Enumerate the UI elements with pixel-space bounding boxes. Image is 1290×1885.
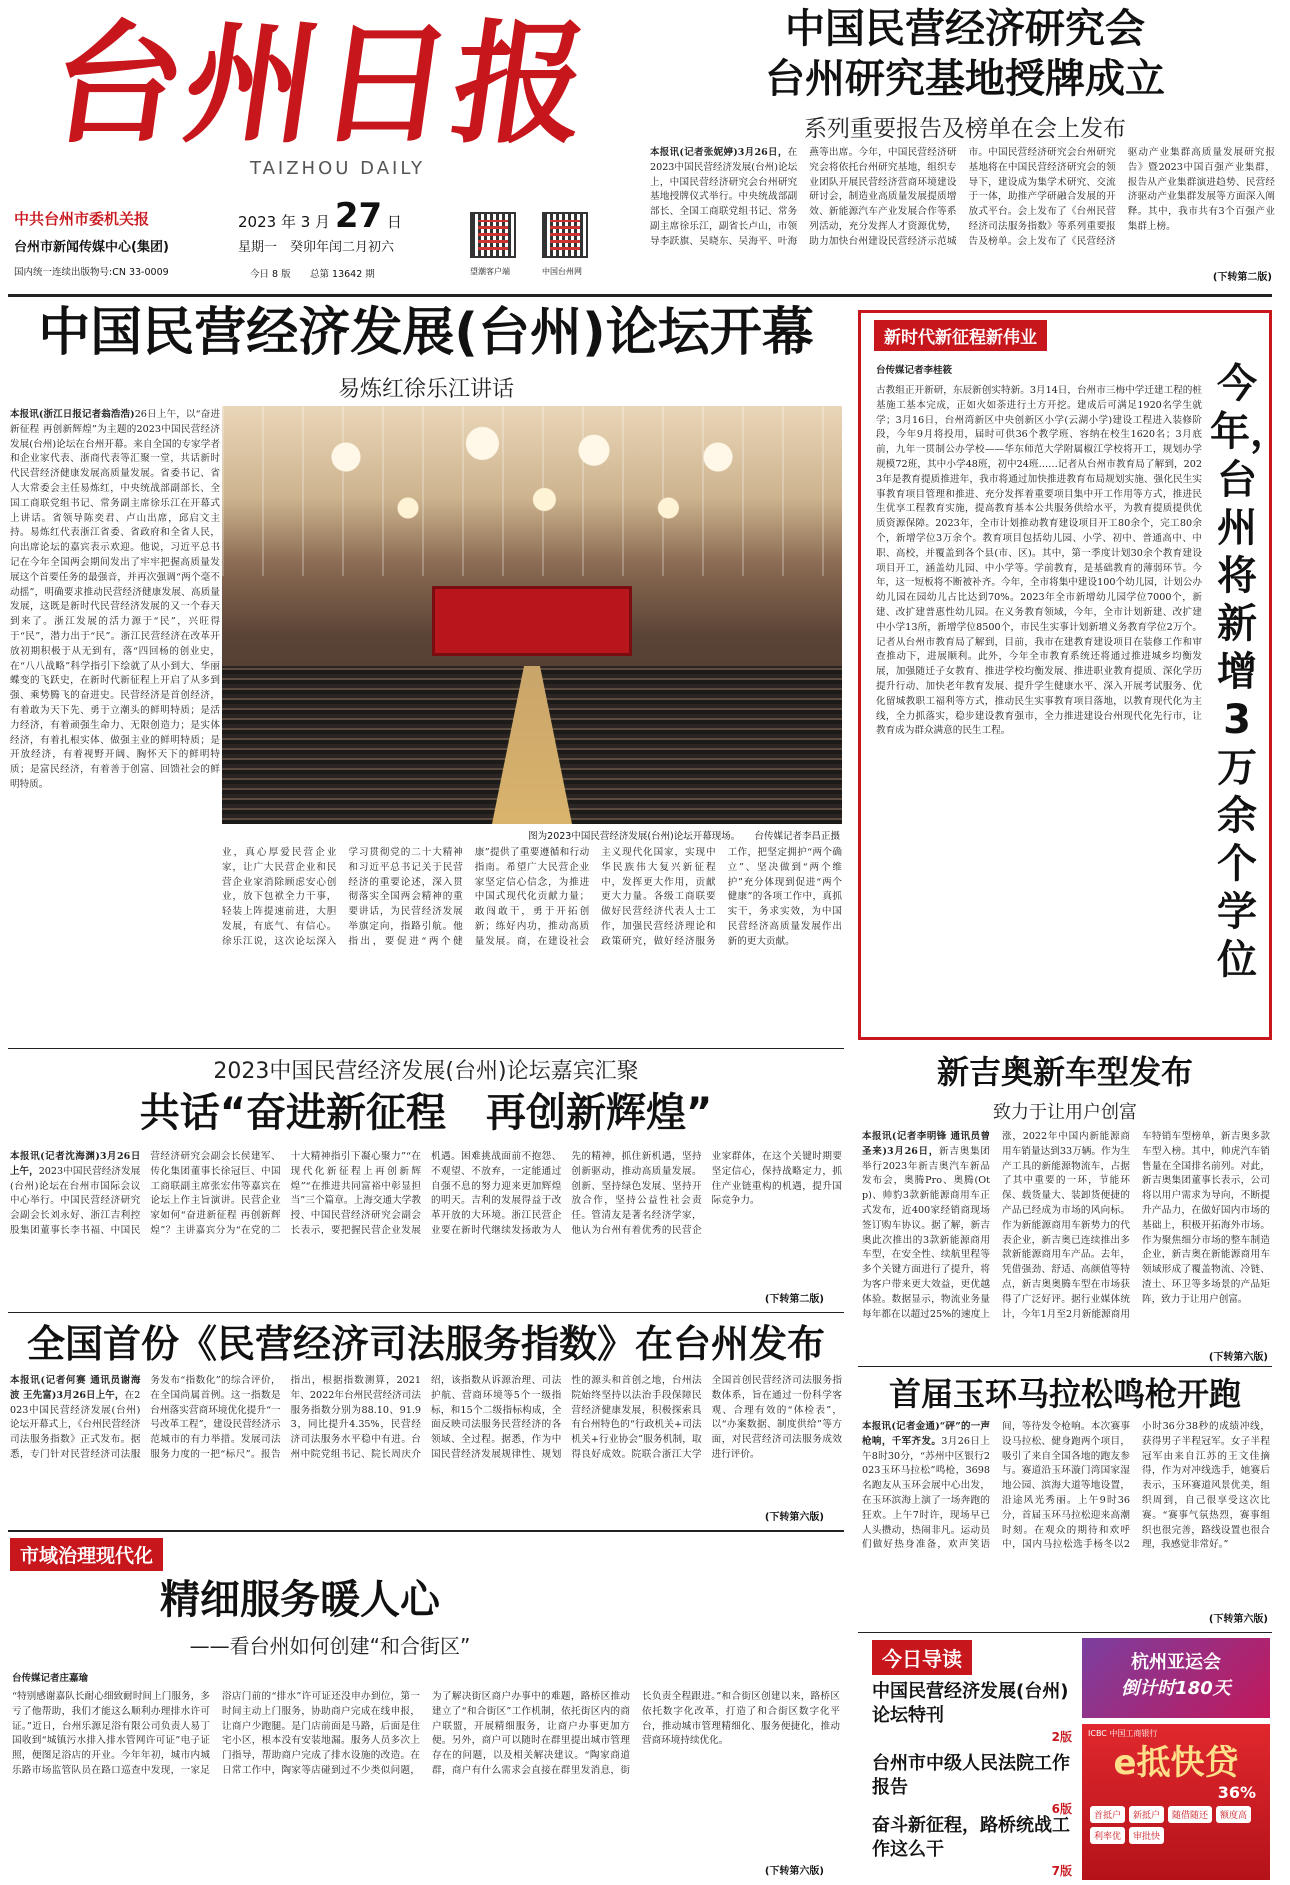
continued-link[interactable]: (下转第六版) (1208, 1614, 1268, 1625)
right-story-byline: 台传媒记者李桂筱 (876, 365, 953, 376)
photo-ceiling (222, 406, 842, 576)
body-text: 3月26日上午8时30分，“苏州中区银行2023玉环马拉松”鸣枪，3698名跑友从玉环会展中心出发，在玉环滨海上演了一场奔跑的狂欢。上午7时许，现场早已人头攒动，热闹非凡。运动员们做好热身准备，欢声笑语间，等待发令枪响。本次赛事设马拉松、健身跑两个项目，吸引了来自全国各地的跑友参与。赛道沿玉环漩门湾国家湿地公园、滨海大道等地设置，沿途风光秀丽。上午9时36分，首届玉环马拉松迎来高潮时刻。在观众的期待和欢呼中，国内马拉松选手杨冬以2小时36分38秒的成绩冲线，获得男子半程冠军。女子半程冠军由来自江苏的王文佳摘得，作为对冲线选手，她赛后表示，玉环赛道风景优美，组织周到，自己很享受这次比赛。“赛事气氛热烈，赛事组织也很完善，路线设置也很合理，我感觉非常好。” (862, 1421, 1270, 1551)
body-text: 在2023中国民营经济发展(台州)论坛上，中国民营经济研究会台州研究基地授牌仪式举行。中央统战部副部长、全国工商联党组书记、常务副主席徐乐江，副省长卢山，市领导李跃旗、吴晓东、吴海平、叶海燕等出席。今年，中国民营经济研究会将依托台州研究基地，组织专业团队开展民营经济营商环境建设研讨会，制造业高质量发展提质增效、新能源汽车产业发展合作等系列活动，充分发挥人才资源优势，助力加快台州建设民营经济示范城市。中国民营经济研究会台州研究基地将在中国民营经济研究会的领导下，建设成为集学术研究、交流于一体，助推产学研融合发展的开放式平台。会上发布了《台州民营经济司法服务指数》等系列重要报告及榜单。会上发布了《民营经济驱动产业集群高质量发展研究报告》暨2023中国百强产业集群，报告从产业集群演进趋势、民营经济驱动产业集群发展等方面深入阐释。其中，我市共有3个百强产业集群上榜。 (650, 147, 1275, 247)
guide-item[interactable] (872, 1814, 1072, 1880)
marathon-body (862, 1420, 1270, 1620)
ad-line1: 杭州亚运会 (1131, 1652, 1221, 1673)
date-suffix: 日 (386, 213, 402, 231)
lead-body-bottom: 业，真心厚爱民营企业家，让广大民营企业和民营企业家消除顾虑安心创业，放下包袱全力干事，轻装上阵提速前进，大胆发展，有底气、有信心。徐乐江说，这次论坛深入学习贯彻党的二十大精神和习近平总书记关于民营经济的重要论述，深入贯彻落实全国两会精神的重要讲话，为民营经济发展举旗定向，指路引航。他指出，要促进“两个健康”提供了重要遵循和行动指南。希望广大民营企业家坚定信心信念，为推进中国式现代化贡献力量；敢闯敢干，勇于开拓创新；练好内功，推动高质量发展。商，在建设社会主义现代化国家，实现中华民族伟大复兴新征程中，发挥更大作用，贡献更大力量。各级工商联要做好民营经济代表人士工作，加强民营经济理论和政策研究，做好经济服务工作，把坚定拥护“两个确立”、坚决做到“两个维护”充分体现到促进“两个健康”的各项工作中，真抓实干，务求实效，为中国民营经济高质量发展作出新的更大贡献。 (222, 847, 842, 947)
guide-item-title: 奋斗新征程，路桥统战工作这么干 (872, 1815, 1070, 1860)
divider (8, 1048, 844, 1049)
top-story-body (650, 146, 1275, 266)
top-story-subtitle: 系列重要报告及榜单在会上发布 (804, 116, 1126, 142)
lead-title[interactable]: 中国民营经济发展(台州)论坛开幕 (38, 303, 814, 363)
date-prefix: 2023 年 3 月 (238, 213, 331, 231)
index-body (10, 1374, 842, 1524)
guide-item-title: 台州市中级人民法院工作报告 (872, 1753, 1070, 1798)
geely-subtitle: 致力于让用户创富 (993, 1102, 1137, 1123)
masthead-logo: 台州日报 (41, 7, 599, 162)
photo-caption: 图为2023中国民营经济发展(台州)论坛开幕现场。 台传媒记者李昌正摄 (528, 831, 840, 842)
ad-button[interactable]: 首抵户 (1090, 1806, 1125, 1823)
ad-buttons (1082, 1802, 1270, 1848)
forum-title[interactable]: 共话“奋进新征程 再创新辉煌” (139, 1090, 713, 1136)
photo-stage (432, 586, 632, 656)
icbc-ad[interactable] (1082, 1724, 1270, 1880)
ad-brand: ICBC 中国工商银行 (1088, 1729, 1158, 1738)
continued-link[interactable]: (下转第六版) (764, 1866, 824, 1877)
byline: 本报讯(记者何赛 通讯员谢海波 王先富)3月26日上午， (10, 1375, 141, 1401)
ad-button[interactable]: 额度高 (1216, 1806, 1251, 1823)
ad-button[interactable]: 利率优 (1090, 1827, 1125, 1844)
issue-number: 总第 13642 期 (310, 269, 375, 280)
issue-date (238, 196, 402, 236)
ad-note: 36% (1217, 1783, 1256, 1802)
ad-button[interactable]: 新抵户 (1129, 1806, 1164, 1823)
governance-title[interactable]: 精细服务暖人心 (160, 1577, 440, 1623)
cn-number: 国内统一连续出版物号:CN 33-0009 (14, 267, 169, 278)
qr-code-icon[interactable] (470, 212, 516, 258)
geely-body (862, 1130, 1270, 1360)
right-story-tag: 新时代新征程新伟业 (874, 320, 1047, 351)
body-text: 2023中国民营经济发展(台州)论坛在台州市国际会议中心举行。中国民营经济研究会副会长刘永好、浙江吉利控股集团董事长李书福、中国民营经济研究会副会长侯建军、传化集团董事长徐冠巨、中国工商联副主席张宏伟等嘉宾在论坛上作主旨演讲。民营企业家如何“奋进新征程 再创新辉煌”？主讲嘉宾分为“在党的二十大精神指引下凝心聚力”“在现代化新征程上再创新辉煌”“在推进共同富裕中彰显担当”三个篇章。上海交通大学教授、中国民营经济研究会副会长表示，要把握民营企业发展机遇。困难挑战面前不抱怨、不观望、不放弃，一定能通过自强不息的努力迎来更加辉煌的明天。吉利的发展得益于改革开放的大环境。浙江民营企业要在新时代继续发扬敢为人先的精神，抓住新机遇，坚持创新驱动，推动高质量发展。创新、坚持绿色发展、坚持开放合作，坚持公益性社会责任。管清友是著名经济学家，他认为台州有着优秀的民营企业家群体，在这个关键时期要坚定信心，保持战略定力，抓住产业链重构的机遇，提升国际竞争力。 (10, 1151, 842, 1236)
guide-tag: 今日导读 (872, 1640, 972, 1675)
guide-item-page: 2版 (1051, 1730, 1072, 1744)
ad-line2: 倒计时180天 (1121, 1678, 1231, 1699)
asian-games-ad[interactable] (1082, 1638, 1270, 1718)
governance-byline: 台传媒记者庄嘉瑜 (12, 1673, 89, 1684)
guide-item[interactable] (872, 1752, 1072, 1816)
lead-subtitle: 易炼红徐乐江讲话 (337, 377, 514, 402)
geely-title[interactable]: 新吉奥新车型发布 (936, 1053, 1193, 1091)
date-day: 27 (334, 196, 383, 236)
byline: 本报讯(记者金通)“砰”的一声枪响，千军齐发。 (862, 1421, 990, 1447)
forum-body (10, 1150, 842, 1310)
forum-photo[interactable] (222, 406, 842, 824)
guide-item-title: 中国民营经济发展(台州)论坛特刊 (872, 1681, 1069, 1726)
divider (8, 1530, 844, 1532)
weekday: 星期一 癸卯年闰二月初六 (238, 240, 395, 255)
body-text: 在2023中国民营经济发展(台州)论坛开幕式上，《台州民营经济司法服务指数》正式发布。据悉，专门针对民营经济司法服务发布“指数化”的综合评价，在全国尚属首例。这一指数是台州落实营商环境优化提升“一号改革工程”，建设民营经济示范城市的有力举措。发展司法服务力度的一把“标尺”。报告指出，根据指数测算，2021年、2022年台州民营经济司法服务指数分别为88.10、91.93，同比提升4.35%，民营经济司法服务水平稳中有进。台州中院党组书记、院长周庆介绍，该指数从诉源治理、司法护航、营商环境等5个一级指标，和15个二级指标构成，全面反映司法服务民营经济的各领域、全过程。据悉，作为中国民营经济发展规律性、规划性的源头和首创之地，台州法院始终坚持以法治手段保障民营经济健康发展，积极探索具有台州特色的“行政机关+司法机关+行业协会”服务机制，取得良好成效。院联合浙江大学全国首创民营经济司法服务指数体系，旨在通过一份科学客观、合理有效的“体检表”，以“办案数据、制度供给”等方面，对民营经济司法服务成效进行评价。 (10, 1375, 842, 1460)
governance-body: “特别感谢嘉队长耐心细致耐时间上门服务，多亏了他帮助，我们才能这么顺利办理排水许可证。”近日，台州乐源足浴有限公司负责人易丁国收到“城镇污水排入排水管网许可证”电子证照，便图足浴店的开业。今年年初，城市内城乐路市场监管队员在路口巡查中发现，一家足浴店门前的“排水”许可证还没申办到位，第一时间主动上门服务，协助商户完成在线申报，让商户少跑腿。是门店前面是马路，后面是住宅小区，根本没有安装地漏。服务人员多次上门指导，帮助商户完成了排水设施的改造。在日常工作中，陶家等店碰到过不少类似问题，为了解决街区商户办事中的难题，路桥区推动建立了“和合街区”工作机制，依托街区内的商户联盟，开展精细服务，让商户办事更加方便。另外，商户可以随时在群里提出城市管理存在的问题，以及相关解决建议。“陶家商道群，商户有什么需求会直接在群里发消息，街长负责全程跟进。”和合街区创建以来，路桥区依托数字化改革，打造了和合街区数字化平台，推动城市管理精细化、服务便捷化，推动营商环境持续优化。 (12, 1691, 840, 1776)
governance-tag: 市域治理现代化 (10, 1538, 163, 1571)
divider (858, 1366, 1272, 1367)
divider (858, 1632, 1272, 1633)
continued-link[interactable]: (下转第二版) (1212, 272, 1272, 283)
top-story (650, 0, 1280, 290)
index-title[interactable]: 全国首份《民营经济司法服务指数》在台州发布 (26, 1322, 825, 1366)
continued-link[interactable]: (下转第六版) (764, 1512, 824, 1523)
guide-item-page: 6版 (1051, 1802, 1072, 1816)
qr-code-icon[interactable] (542, 212, 588, 258)
ad-title: e抵快贷 (1113, 1743, 1239, 1783)
guide-item-page: 7版 (1051, 1864, 1072, 1878)
masthead-logo-en: TAIZHOU DAILY (250, 158, 425, 179)
right-story-body: 古教组正开新研，东辰新创实特新。3月14日，台州市三梅中学迁建工程的桩基施工基本完成，正如火如荼进行土方开挖。建成后可满足1920名学生就学；3月16日，台州湾新区中央创新区小学(云湖小学)建设工程进入装修阶段，今年9月将投用，届时可供36个教学班、容纳在校生1620名；3月底前，九年一贯制公办学校——华东师范大学附属椒江学校将开工，规划办学规模72班，其中小学48班，初中24班……记者从台州市教育局了解到，2023年是教育提质推进年，我市将通过加快推进教育布局规划实施、强化民生实事教育项目管理和推进、充分发挥着重要项目集中开工作用等方式，推进民生优享工程教育实施，提高教育基本公共服务供给水平，为教育提质提供优质资源保障。2023年，全市计划推动教育建设项目开工80余个，完工80余个，新增学位3万余个。教育项目包括幼儿园、小学、初中、普通高中、中职、高校，并覆盖到各个县(市、区)。其中，第一季度计划30余个教育建设项目开工，涵盖幼儿园、中小学等。学前教育，是基础教育的薄弱环节。今年，这一短板将不断被补齐。今年，全市将集中建设100个幼儿园，计划公办幼儿园在园幼儿占比达到70%。2023年全市新增幼儿园学位7000个，新建、改扩建普惠性幼儿园。在义务教育领域，今年，全市计划新建、改扩建中小学13所，新增学位8500个，市民生实事计划新增义务教育学位2万个。记者从台州市教育局了解到，目前，我市在建教育建设项目在装修工作和审查推动下，进展顺利。此外，今年全市教育系统还将通过推进城乡均衡发展，加强随迁子女教育、推进学校均衡发展、推进职业教育提质、深化学历提升行动、加快老年教育发展、提升学生健康水平、深入开展考试服务、优化留城教职工福利等方式，推动民生实事教育项目落地，以教育现代化为主线，全力抓落实，稳步建设教育强市，全力推进建设台州现代化先行市，让教育成为群众满意的民生工程。 (876, 385, 1202, 737)
byline: 本报讯(记者李明锋 通讯员曾圣来)3月26日， (862, 1131, 990, 1157)
continued-link[interactable]: (下转第六版) (1208, 1352, 1268, 1363)
right-story-title[interactable]: 今年，台州将新增3万余个学位 (1210, 361, 1290, 983)
marathon-title[interactable]: 首届玉环马拉松鸣枪开跑 (888, 1375, 1241, 1413)
page-count: 今日 8 版 (250, 269, 291, 280)
governance-subtitle: ——看台州如何创建“和合街区” (189, 1634, 471, 1658)
masthead (0, 0, 720, 290)
byline: 本报讯(记者张妮婷)3月26日， (650, 147, 788, 158)
qr2-label: 中国台州网 (542, 267, 582, 276)
byline: 本报讯(浙江日报记者翁浩浩) (10, 409, 135, 420)
ad-button[interactable]: 审批快 (1129, 1827, 1164, 1844)
continued-link[interactable]: (下转第二版) (764, 1294, 824, 1305)
guide-item[interactable] (872, 1680, 1072, 1750)
forum-subtitle: 2023中国民营经济发展(台州)论坛嘉宾汇聚 (213, 1059, 639, 1084)
ad-button[interactable]: 随借随还 (1168, 1806, 1212, 1823)
top-story-title-line2[interactable]: 台州研究基地授牌成立 (765, 56, 1165, 102)
organ-name: 中共台州市委机关报 (14, 210, 150, 228)
publisher-name: 台州市新闻传媒中心(集团) (14, 240, 169, 255)
body-text: 新吉奥集团举行2023年新吉奥汽车新品发布会，奥腾Pro、奥腾(Otp)、帅豹3款新能源商用车正式发布，近400家经销商现场签订购车协议。据了解，新吉奥此次推出的3款新能源商用车型，在安全性、续航里程等多个关键方面进行了提升，将为客户带来更大效益，更优越体验。数据显示，物流业务量每年都在以超过25%的速度上涨，2022年中国内新能源商用车销量达到33万辆。作为生产工具的新能源物流车，占据了其中重要的一环，节能环保、载货量大、装卸货便捷的产品已经成为市场的风向标。作为新能源商用车新势力的代表企业，新吉奥已连续推出多款新能源商用车产品。去年，凭借强劲、舒适、高颜值等特点，新吉奥奥腾车型在市场获得了广泛好评。据行业媒体统计，今年1月至2月新能源商用车特销车型榜单，新吉奥多款车型入榜。其中，帅虎汽车销售量在全国排名前列。对此，新吉奥集团董事长表示，公司将以用户需求为导向，不断提升产品力，在做好国内市场的基础上，积极开拓海外市场。作为聚焦细分市场的整车制造企业，新吉奥在新能源商用车领域形成了覆盖物流、冷链、渣土、环卫等多场景的产品矩阵，致力于让用户创富。 (862, 1131, 1270, 1320)
qr1-label: 望潮客户端 (470, 267, 510, 276)
top-story-title-line1[interactable]: 中国民营经济研究会 (785, 6, 1145, 52)
body-text: 26日上午，以“奋进新征程 再创新辉煌”为主题的2023中国民营经济发展(台州)论坛在台州开幕。来自全国的专家学者和企业家代表、浙商代表等汇聚一堂，共话新时代民营经济健康发展高质量发展。省委书记、省人大常委会主任易炼红，中央统战部副部长、全国工商联党组书记、常务副主席徐乐江在开幕式上讲话。省领导陈奕君、卢山出席，邱启文主持。易炼红代表浙江省委、省政府和全省人民，向出席论坛的嘉宾表示欢迎。他说，习近平总书记在今年全国两会期间发出了牢牢把握高质量发展这个首要任务的最强音，并再次强调“两个毫不动摇”，明确要求推动民营经济健康发展、高质量发展，这既是新时代民营经济发展的又一个春天到来了。浙江发展的活力源于“民”，兴旺得于“民”，潜力出于“民”。浙江民营经济在改革开放初期积极于从无到有，落“四回杨的创业史，在“八八战略”科学指引下绘就了从小到大、华丽蝶变的飞跃史，在新时代新征程上开启了从多到强、乘势腾飞的奋进史。民营经济是首创经济，有着敢为天下先、勇于立潮头的鲜明特质；是活力经济，有着顽强生命力、无限创造力；是实体经济，有着扎根实体、做强主业的鲜明特质；是开放经济，有着视野开阔、胸怀天下的鲜明特质；是富民经济，有着善于创富、回馈社会的鲜明特质。 (10, 409, 220, 790)
divider (8, 294, 1272, 297)
byline: 本报讯(记者沈海渊)3月26日上午， (10, 1151, 141, 1177)
lead-body-left (10, 408, 220, 1040)
divider (8, 1312, 844, 1313)
